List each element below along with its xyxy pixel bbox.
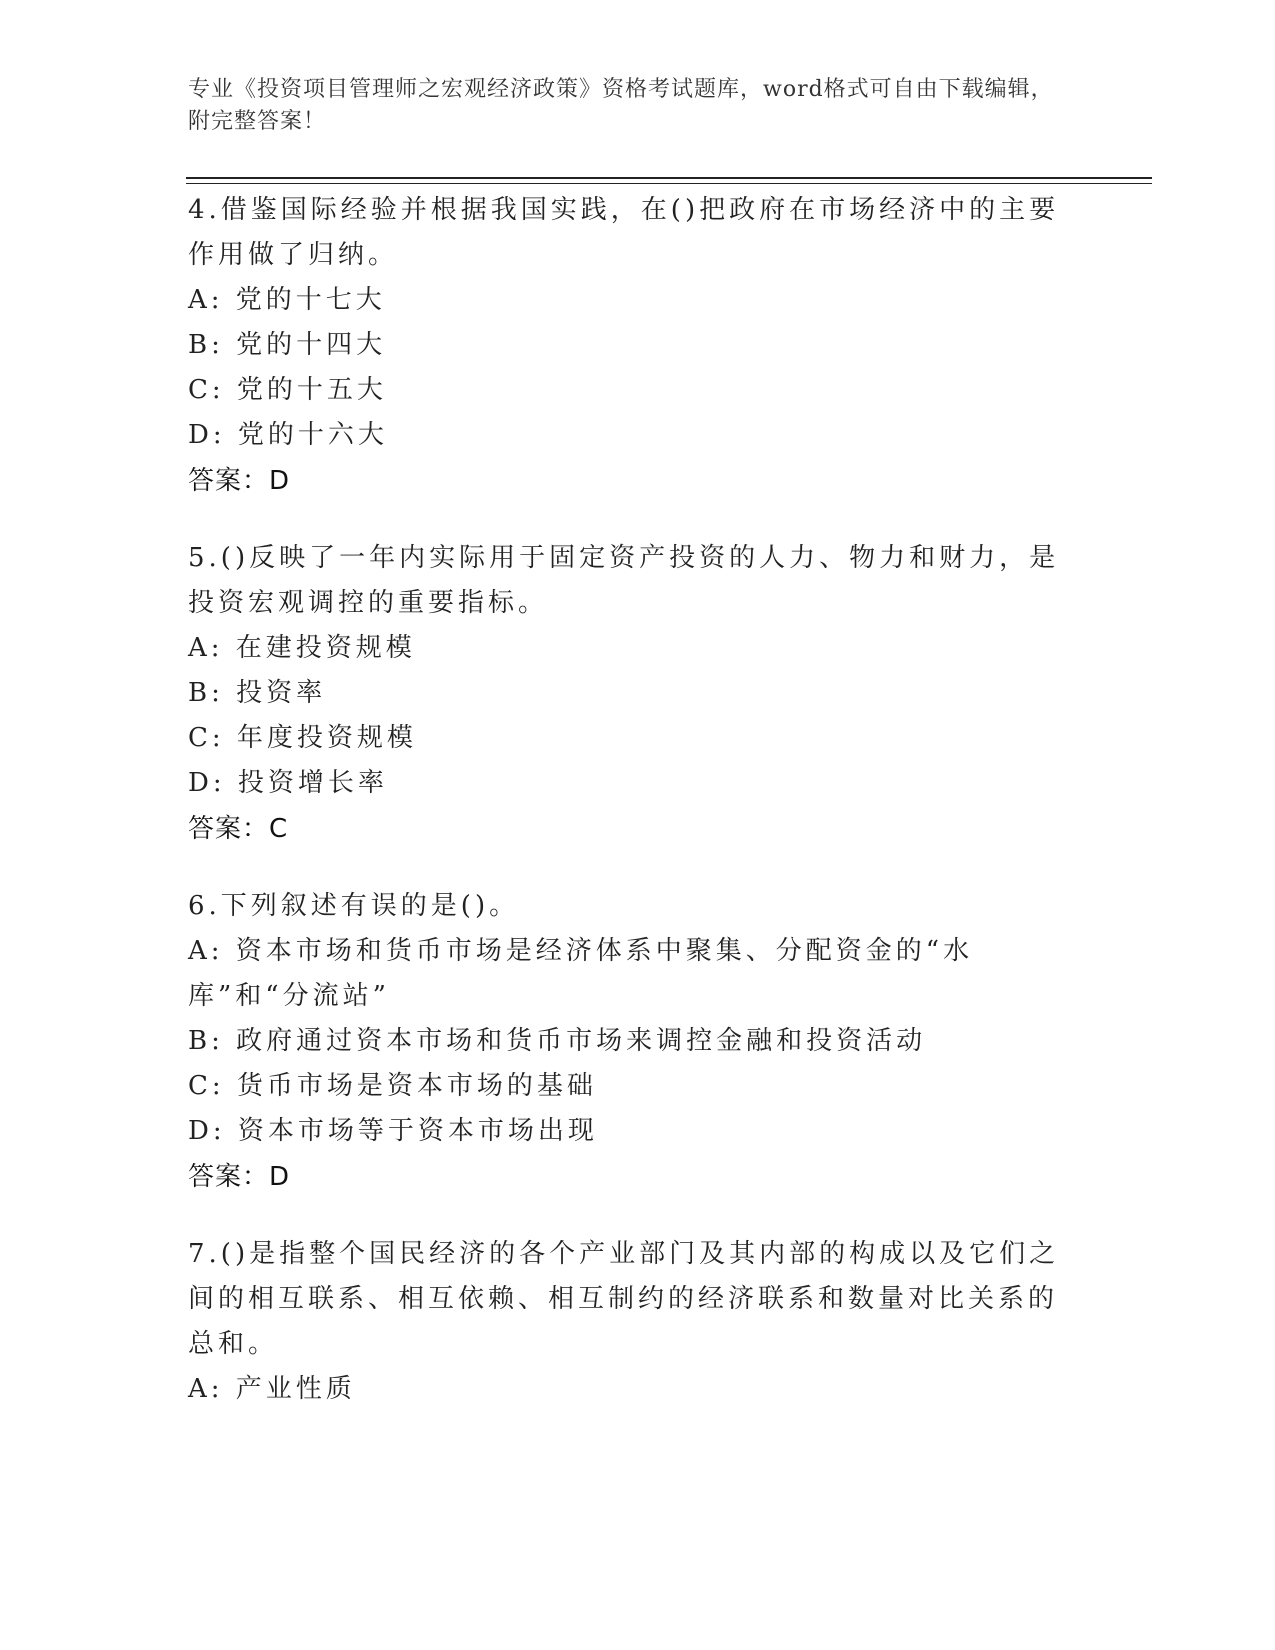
option-a: A: 党的十七大 xyxy=(188,285,386,315)
header-divider-thin xyxy=(186,183,1152,184)
question-stem: 5.()反映了一年内实际用于固定资产投资的人力、物力和财力，是投资宏观调控的重要指标。 xyxy=(188,543,1060,618)
answer-line: 答案：D xyxy=(188,1162,291,1192)
option-c: C: 货币市场是资本市场的基础 xyxy=(188,1071,597,1101)
option-d: D: 党的十六大 xyxy=(188,420,388,450)
header-divider-thick xyxy=(186,177,1152,179)
option-b: B: 投资率 xyxy=(188,678,327,708)
option-c: C: 年度投资规模 xyxy=(188,723,417,753)
option-d: D: 投资增长率 xyxy=(188,768,388,798)
option-d: D: 资本市场等于资本市场出现 xyxy=(188,1116,598,1146)
question-stem: 7.()是指整个国民经济的各个产业部门及其内部的构成以及它们之间的相互联系、相互依赖、相互制约的经济联系和数量对比关系的总和。 xyxy=(188,1239,1060,1359)
option-a: A: 资本市场和货币市场是经济体系中聚集、分配资金的“水库”和“分流站” xyxy=(188,936,974,1011)
question-stem: 6.下列叙述有误的是()。 xyxy=(188,891,520,921)
question-6 xyxy=(188,884,1068,1200)
option-a: A: 产业性质 xyxy=(188,1374,356,1404)
question-4 xyxy=(188,188,1068,504)
question-list xyxy=(188,188,1068,1444)
document-header: 专业《投资项目管理师之宏观经济政策》资格考试题库，word格式可自由下载编辑，附完整答案！ xyxy=(188,77,1054,134)
answer-line: 答案：D xyxy=(188,466,291,496)
question-7 xyxy=(188,1232,1068,1412)
question-5 xyxy=(188,536,1068,852)
option-a: A: 在建投资规模 xyxy=(188,633,416,663)
option-b: B: 党的十四大 xyxy=(188,330,387,360)
option-b: B: 政府通过资本市场和货币市场来调控金融和投资活动 xyxy=(188,1026,927,1056)
question-stem: 4.借鉴国际经验并根据我国实践，在()把政府在市场经济中的主要作用做了归纳。 xyxy=(188,195,1060,270)
option-c: C: 党的十五大 xyxy=(188,375,387,405)
answer-line: 答案：C xyxy=(188,814,289,844)
